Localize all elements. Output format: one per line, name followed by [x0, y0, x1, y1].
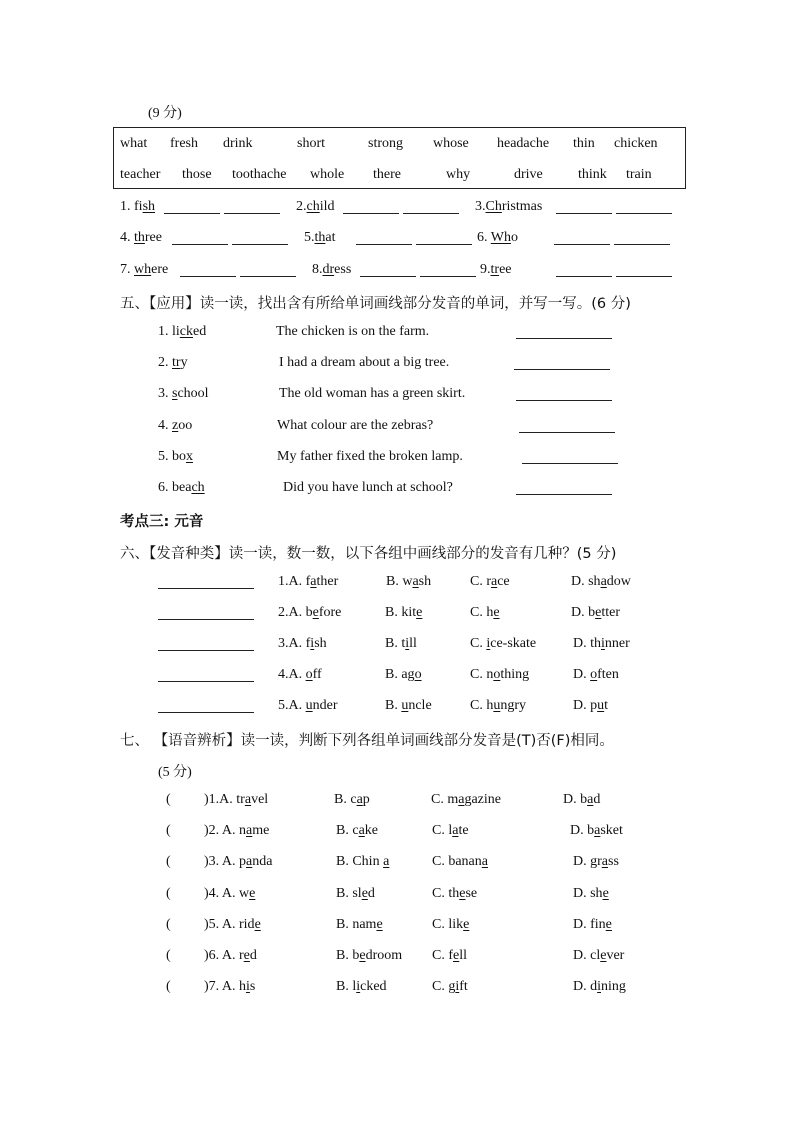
p7-opt-a: )1.A. travel: [204, 792, 269, 807]
answer-blank[interactable]: [158, 698, 254, 713]
answer-blank[interactable]: [232, 230, 288, 245]
p7-opt-b: B. name: [336, 917, 383, 932]
p6-opt-b: B. till: [385, 636, 417, 651]
word: those: [182, 167, 212, 182]
p5-word: 6. beach: [158, 480, 205, 495]
p7-opt-b: B. Chin a: [336, 854, 390, 869]
p6-opt-a: 4.A. off: [278, 667, 322, 682]
p7-opt-c: C. gift: [432, 979, 468, 994]
answer-blank[interactable]: [158, 574, 254, 589]
p6-opt-d: D. thinner: [573, 636, 630, 651]
p7-opt-d: D. fine: [573, 917, 612, 932]
p7-opt-c: C. late: [432, 823, 469, 838]
answer-paren[interactable]: (: [166, 917, 171, 932]
p7-opt-d: D. dining: [573, 979, 626, 994]
word: whose: [433, 136, 469, 151]
p5-word: 1. licked: [158, 324, 207, 339]
p5-sentence: Did you have lunch at school?: [283, 480, 453, 495]
answer-blank[interactable]: [158, 605, 254, 620]
word: teacher: [120, 167, 161, 182]
section-5-title: 五、【应用】读一读，找出含有所给单词画线部分发音的单词，并写一写。(6 分): [120, 296, 631, 312]
p4-question-7: 7. where: [120, 262, 169, 277]
p6-opt-b: B. ago: [385, 667, 422, 682]
kaodian-3-heading: 考点三: 元音: [120, 514, 204, 530]
p5-sentence: The chicken is on the farm.: [276, 324, 430, 339]
answer-blank[interactable]: [343, 199, 399, 214]
word: drink: [223, 136, 253, 151]
word: think: [578, 167, 607, 182]
answer-paren[interactable]: (: [166, 979, 171, 994]
p4-question-2: 2.child: [296, 199, 335, 214]
answer-blank[interactable]: [516, 386, 612, 401]
answer-blank[interactable]: [403, 199, 459, 214]
answer-blank[interactable]: [416, 230, 472, 245]
word: whole: [310, 167, 345, 182]
p6-opt-d: D. often: [573, 667, 619, 682]
answer-blank[interactable]: [420, 262, 476, 277]
answer-blank[interactable]: [180, 262, 236, 277]
p6-opt-b: B. uncle: [385, 698, 432, 713]
answer-paren[interactable]: (: [166, 948, 171, 963]
answer-blank[interactable]: [516, 324, 612, 339]
p6-opt-c: C. hungry: [470, 698, 527, 713]
p6-opt-c: C. ice-skate: [470, 636, 537, 651]
p5-sentence: What colour are the zebras?: [277, 418, 434, 433]
p6-opt-d: D. shadow: [571, 574, 631, 589]
p5-word: 5. box: [158, 449, 193, 464]
p6-opt-d: D. better: [571, 605, 620, 620]
p7-opt-a: )3. A. panda: [204, 854, 273, 869]
p7-opt-d: D. basket: [570, 823, 623, 838]
p5-sentence: My father fixed the broken lamp.: [277, 449, 463, 464]
p5-word: 3. school: [158, 386, 209, 401]
p5-word: 4. zoo: [158, 418, 193, 433]
word: fresh: [170, 136, 198, 151]
answer-paren[interactable]: (: [166, 886, 171, 901]
answer-blank[interactable]: [360, 262, 416, 277]
p7-opt-c: C. like: [432, 917, 470, 932]
p7-opt-a: )2. A. name: [204, 823, 270, 838]
p7-opt-d: D. grass: [573, 854, 619, 869]
p7-opt-b: B. sled: [336, 886, 375, 901]
section-6-title: 六、【发音种类】读一读，数一数，以下各组中画线部分的发音有几种？(5 分): [120, 546, 617, 562]
answer-blank[interactable]: [240, 262, 296, 277]
answer-blank[interactable]: [224, 199, 280, 214]
p7-opt-c: C. banana: [432, 854, 488, 869]
p7-opt-d: D. bad: [563, 792, 601, 807]
p4-question-8: 8.dress: [312, 262, 352, 277]
p6-opt-a: 3.A. fish: [278, 636, 327, 651]
answer-paren[interactable]: (: [166, 854, 171, 869]
answer-blank[interactable]: [158, 636, 254, 651]
p4-question-5: 5.that: [304, 230, 336, 245]
p4-question-4: 4. three: [120, 230, 162, 245]
p6-opt-c: C. race: [470, 574, 510, 589]
section-7-score: (5 分): [158, 765, 192, 780]
section-7-title: 七、 【语音辨析】读一读，判断下列各组单词画线部分发音是(T)否(F)相同。: [120, 733, 614, 749]
answer-blank[interactable]: [614, 230, 670, 245]
word: train: [626, 167, 652, 182]
p7-opt-c: C. fell: [432, 948, 467, 963]
answer-blank[interactable]: [616, 199, 672, 214]
p7-opt-b: B. bedroom: [336, 948, 403, 963]
p6-opt-c: C. he: [470, 605, 500, 620]
p7-opt-a: )5. A. ride: [204, 917, 261, 932]
p4-question-6: 6. Who: [477, 230, 518, 245]
p7-opt-b: B. cake: [336, 823, 378, 838]
word: toothache: [232, 167, 287, 182]
p7-opt-c: C. magazine: [431, 792, 501, 807]
answer-blank[interactable]: [516, 480, 612, 495]
answer-blank[interactable]: [556, 262, 612, 277]
word: short: [297, 136, 325, 151]
p5-sentence: The old woman has a green skirt.: [279, 386, 466, 401]
answer-blank[interactable]: [158, 667, 254, 682]
p6-opt-b: B. kite: [385, 605, 423, 620]
p6-opt-b: B. wash: [386, 574, 432, 589]
word: why: [446, 167, 471, 182]
p5-word: 2. try: [158, 355, 188, 370]
answer-blank[interactable]: [514, 355, 610, 370]
answer-blank[interactable]: [522, 449, 618, 464]
p4-question-3: 3.Christmas: [475, 199, 543, 214]
p6-opt-a: 1.A. father: [278, 574, 339, 589]
word: thin: [573, 136, 595, 151]
p7-opt-a: )7. A. his: [204, 979, 256, 994]
p7-opt-a: )4. A. we: [204, 886, 256, 901]
p6-opt-a: 2.A. before: [278, 605, 342, 620]
answer-blank[interactable]: [519, 418, 615, 433]
p7-opt-c: C. these: [432, 886, 478, 901]
word: headache: [497, 136, 550, 151]
p4-question-1: 1. fish: [120, 199, 156, 214]
p6-opt-a: 5.A. under: [278, 698, 338, 713]
answer-blank[interactable]: [356, 230, 412, 245]
answer-paren[interactable]: (: [166, 823, 171, 838]
answer-blank[interactable]: [164, 199, 220, 214]
answer-blank[interactable]: [554, 230, 610, 245]
p6-opt-c: C. nothing: [470, 667, 530, 682]
p7-opt-d: D. she: [573, 886, 609, 901]
word: there: [373, 167, 401, 182]
p4-question-9: 9.tree: [480, 262, 512, 277]
word: drive: [514, 167, 543, 182]
answer-blank[interactable]: [556, 199, 612, 214]
p7-opt-a: )6. A. red: [204, 948, 257, 963]
answer-blank[interactable]: [172, 230, 228, 245]
p5-sentence: I had a dream about a big tree.: [279, 355, 450, 370]
answer-blank[interactable]: [616, 262, 672, 277]
p7-opt-b: B. licked: [336, 979, 387, 994]
part4-score: (9 分): [148, 106, 182, 121]
answer-paren[interactable]: (: [166, 792, 171, 807]
p7-opt-d: D. clever: [573, 948, 625, 963]
p6-opt-d: D. put: [573, 698, 609, 713]
word: strong: [368, 136, 403, 151]
p7-opt-b: B. cap: [334, 792, 370, 807]
word: what: [120, 136, 148, 151]
word: chicken: [614, 136, 658, 151]
